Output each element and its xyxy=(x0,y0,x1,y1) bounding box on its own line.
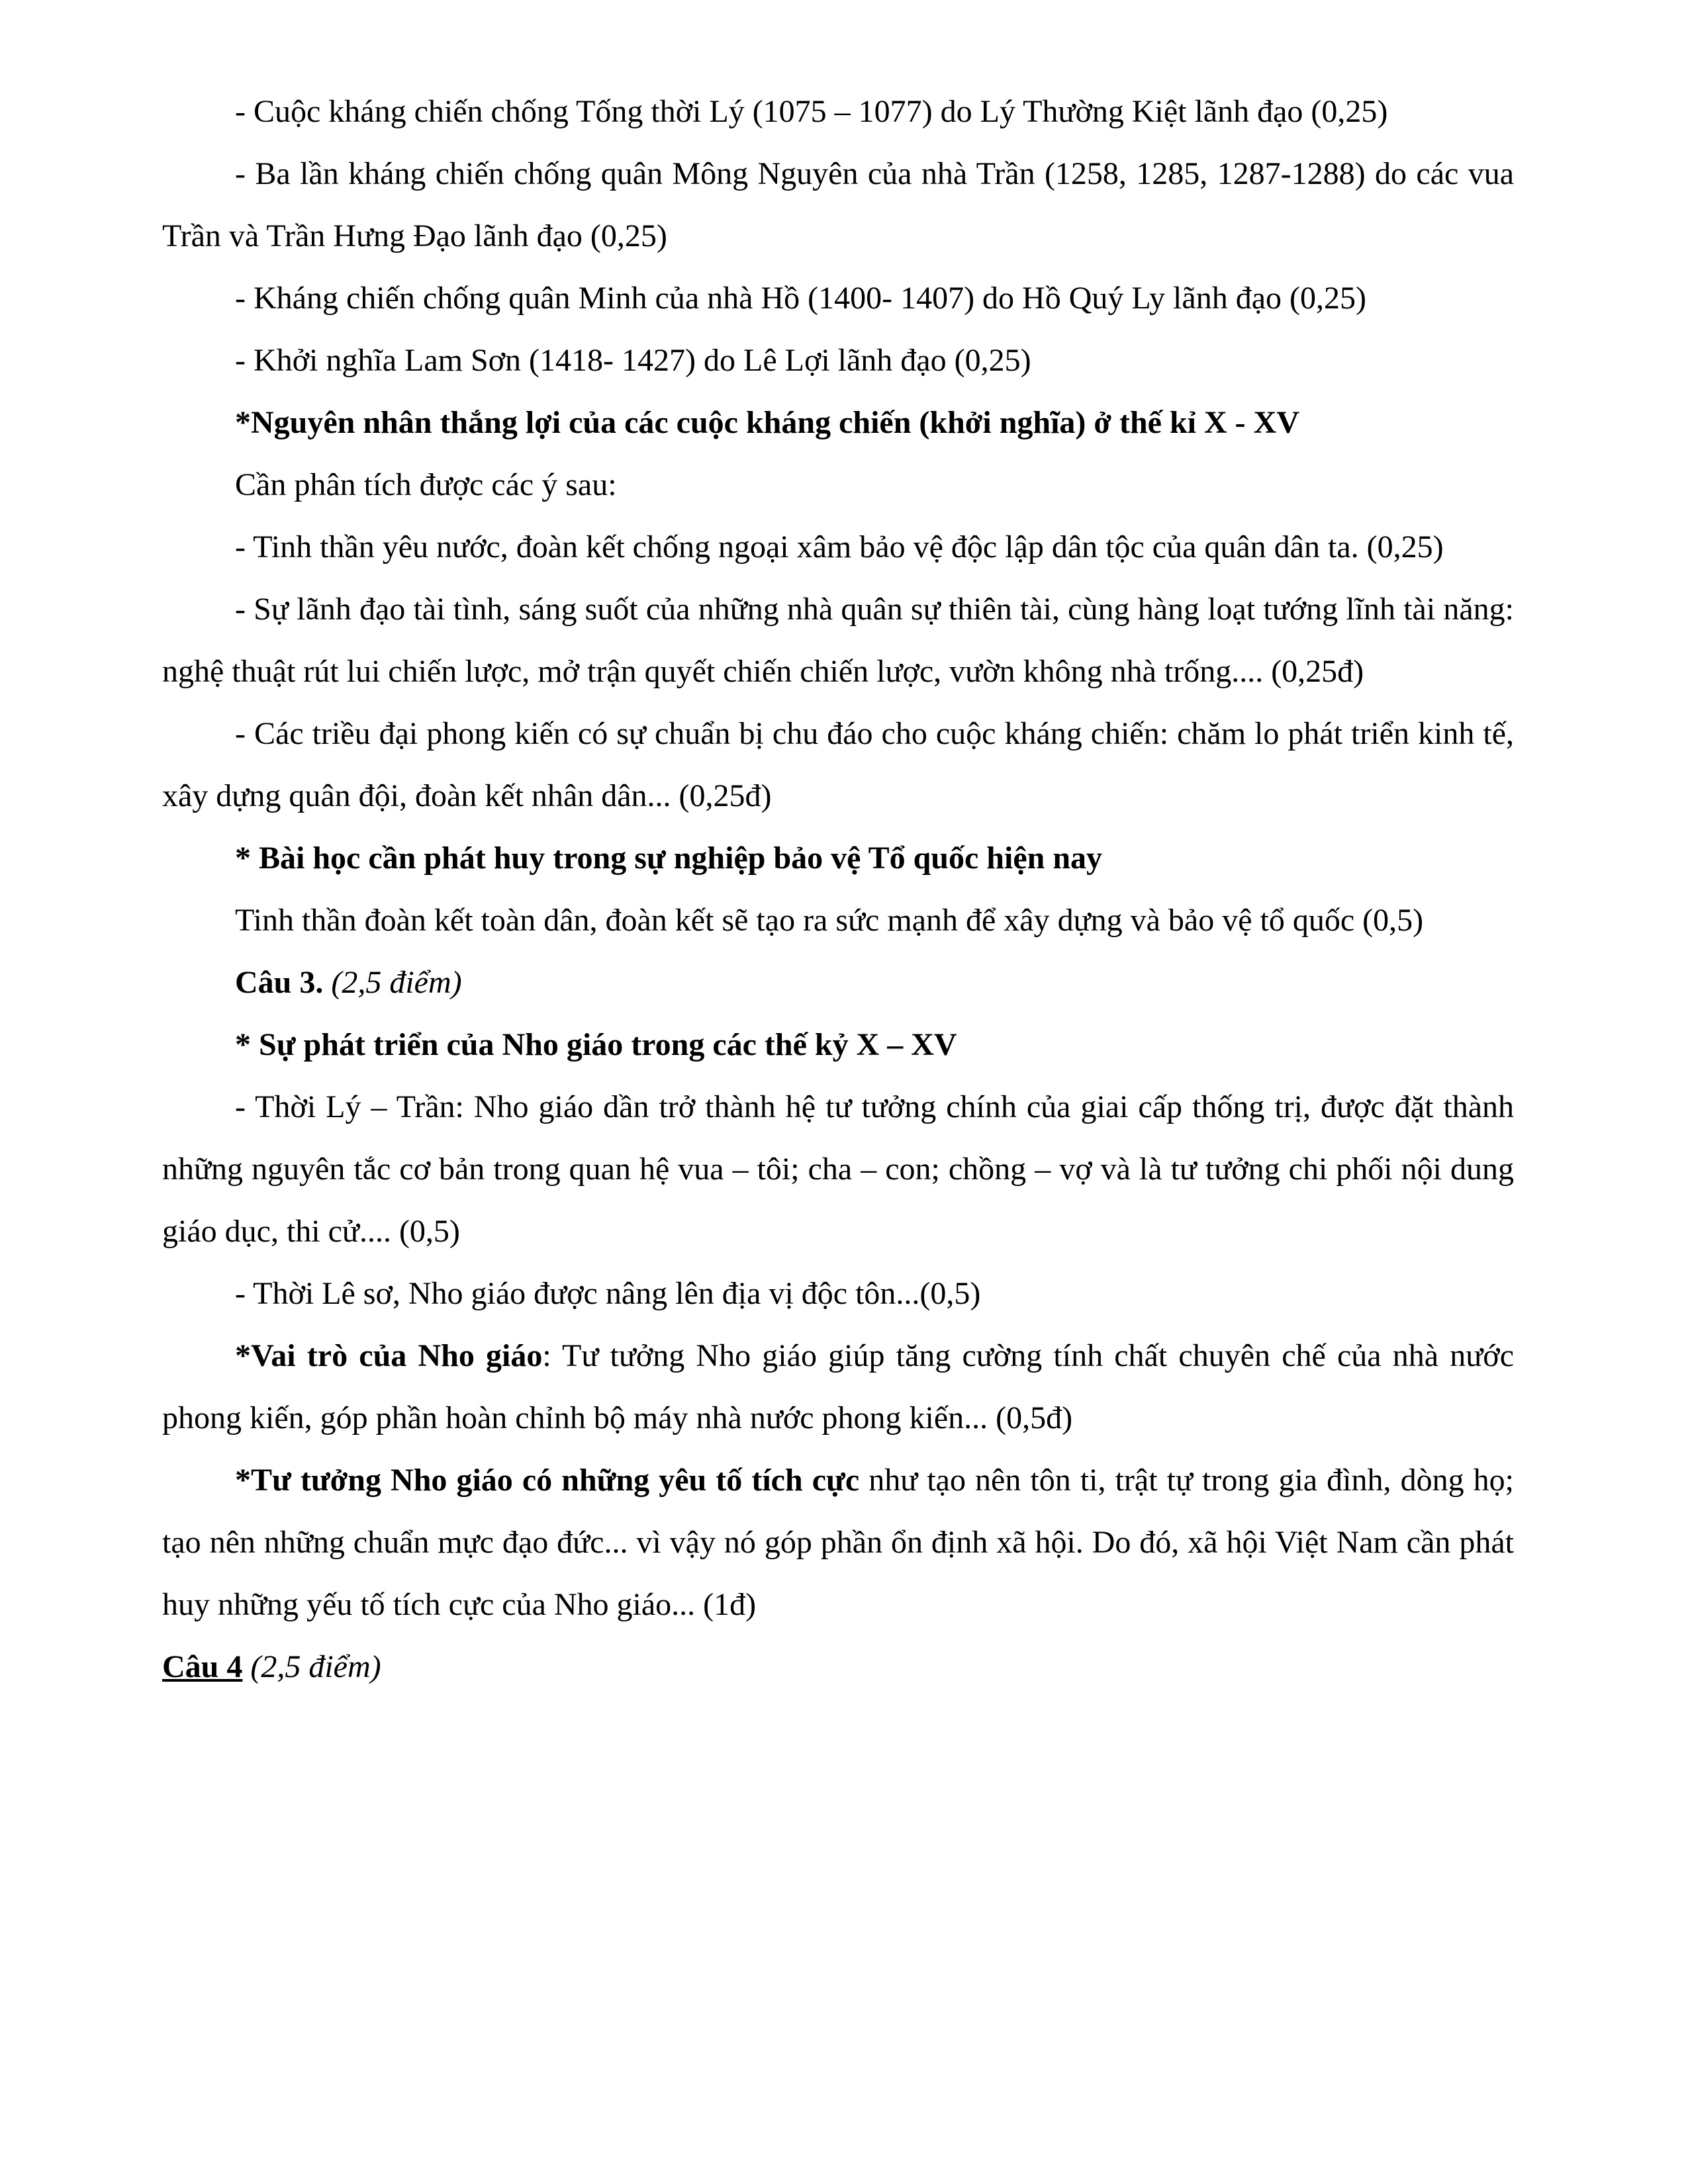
paragraph-su-lanh-dao: - Sự lãnh đạo tài tình, sáng suốt của những nhà quân sự thiên tài, cùng hàng loạt tướng lĩnh tài năng: nghệ thuật rút lui chiến lược, mở trận quyết chiến chiến lược, vườn không nhà trống.... (0,25đ) xyxy=(162,592,1514,689)
paragraph-thoi-le-so: - Thời Lê sơ, Nho giáo được nâng lên địa vị độc tôn...(0,5) xyxy=(235,1276,981,1311)
heading-nguyen-nhan-thang-loi xyxy=(162,392,1514,454)
paragraph-thoi-ly-tran: - Thời Lý – Trần: Nho giáo dần trở thành hệ tư tưởng chính của giai cấp thống trị, được đặt thành những nguyên tắc cơ bản trong quan hệ vua – tôi; cha – con; chồng – vợ và là tư tưởng chi phối nội dung giáo dục, thi cử.... (0,5) xyxy=(162,1089,1514,1249)
paragraph-intro: Cần phân tích được các ý sau: xyxy=(235,467,617,502)
paragraph-khang-chien-minh: - Kháng chiến chống quân Minh của nhà Hồ (1400- 1407) do Hồ Quý Ly lãnh đạo (0,25) xyxy=(235,281,1366,316)
question-4-label: Câu 4 xyxy=(162,1649,243,1684)
paragraph-chuan-bi: - Các triều đại phong kiến có sự chuẩn bị chu đáo cho cuộc kháng chiến: chăm lo phát triển kinh tế, xây dựng quân đội, đoàn kết nhân dân... (0,25đ) xyxy=(162,716,1514,813)
tich-cuc-text: như tạo nên tôn ti, trật tự trong gia đình, dòng họ; tạo nên những chuẩn mực đạo đức... vì vậy nó góp phần ổn định xã hội. Do đó, xã hội Việt Nam cần phát huy những yếu tố tích cực của Nho giáo... (1đ) xyxy=(162,1463,1514,1622)
paragraph-yeu-to-tich-cuc xyxy=(162,1449,1514,1636)
heading-text: *Nguyên nhân thắng lợi của các cuộc kháng chiến (khởi nghĩa) ở thế kỉ X - XV xyxy=(235,405,1299,440)
question-3-points: (2,5 điểm) xyxy=(323,965,462,1000)
heading-bai-hoc xyxy=(162,827,1514,889)
heading-text: * Sự phát triển của Nho giáo trong các thế kỷ X – XV xyxy=(235,1027,957,1062)
heading-nho-giao-phat-trien xyxy=(162,1014,1514,1076)
question-3-label: Câu 3. xyxy=(235,965,324,1000)
question-4-points: (2,5 điểm) xyxy=(242,1649,381,1684)
question-4-header xyxy=(162,1636,1514,1698)
question-3-header xyxy=(162,952,1514,1014)
paragraph-khoi-nghia-lam-son: - Khởi nghĩa Lam Sơn (1418- 1427) do Lê Lợi lãnh đạo (0,25) xyxy=(235,343,1031,378)
paragraph-tinh-than-yeu-nuoc: - Tinh thần yêu nước, đoàn kết chống ngoại xâm bảo vệ độc lập dân tộc của quân dân ta. (0,25) xyxy=(235,529,1444,565)
answer-key-content xyxy=(162,81,1514,1698)
tich-cuc-label: *Tư tưởng Nho giáo có những yêu tố tích cực xyxy=(235,1463,860,1498)
paragraph-doan-ket: Tinh thần đoàn kết toàn dân, đoàn kết sẽ tạo ra sức mạnh để xây dựng và bảo vệ tổ quốc (0,5) xyxy=(235,903,1424,938)
paragraph-vai-tro-nho-giao xyxy=(162,1325,1514,1449)
paragraph-khang-chien-tong: - Cuộc kháng chiến chống Tống thời Lý (1075 – 1077) do Lý Thường Kiệt lãnh đạo (0,25) xyxy=(235,94,1388,129)
vai-tro-text: : Tư tưởng Nho giáo giúp tăng cường tính chất chuyên chế của nhà nước phong kiến, góp phần hoàn chỉnh bộ máy nhà nước phong kiến... (0,5đ) xyxy=(162,1338,1514,1435)
heading-text: * Bài học cần phát huy trong sự nghiệp bảo vệ Tổ quốc hiện nay xyxy=(235,841,1103,876)
vai-tro-label: *Vai trò của Nho giáo xyxy=(235,1338,543,1373)
paragraph-khang-chien-mong-nguyen: - Ba lần kháng chiến chống quân Mông Nguyên của nhà Trần (1258, 1285, 1287-1288) do các vua Trần và Trần Hưng Đạo lãnh đạo (0,25) xyxy=(162,156,1514,253)
